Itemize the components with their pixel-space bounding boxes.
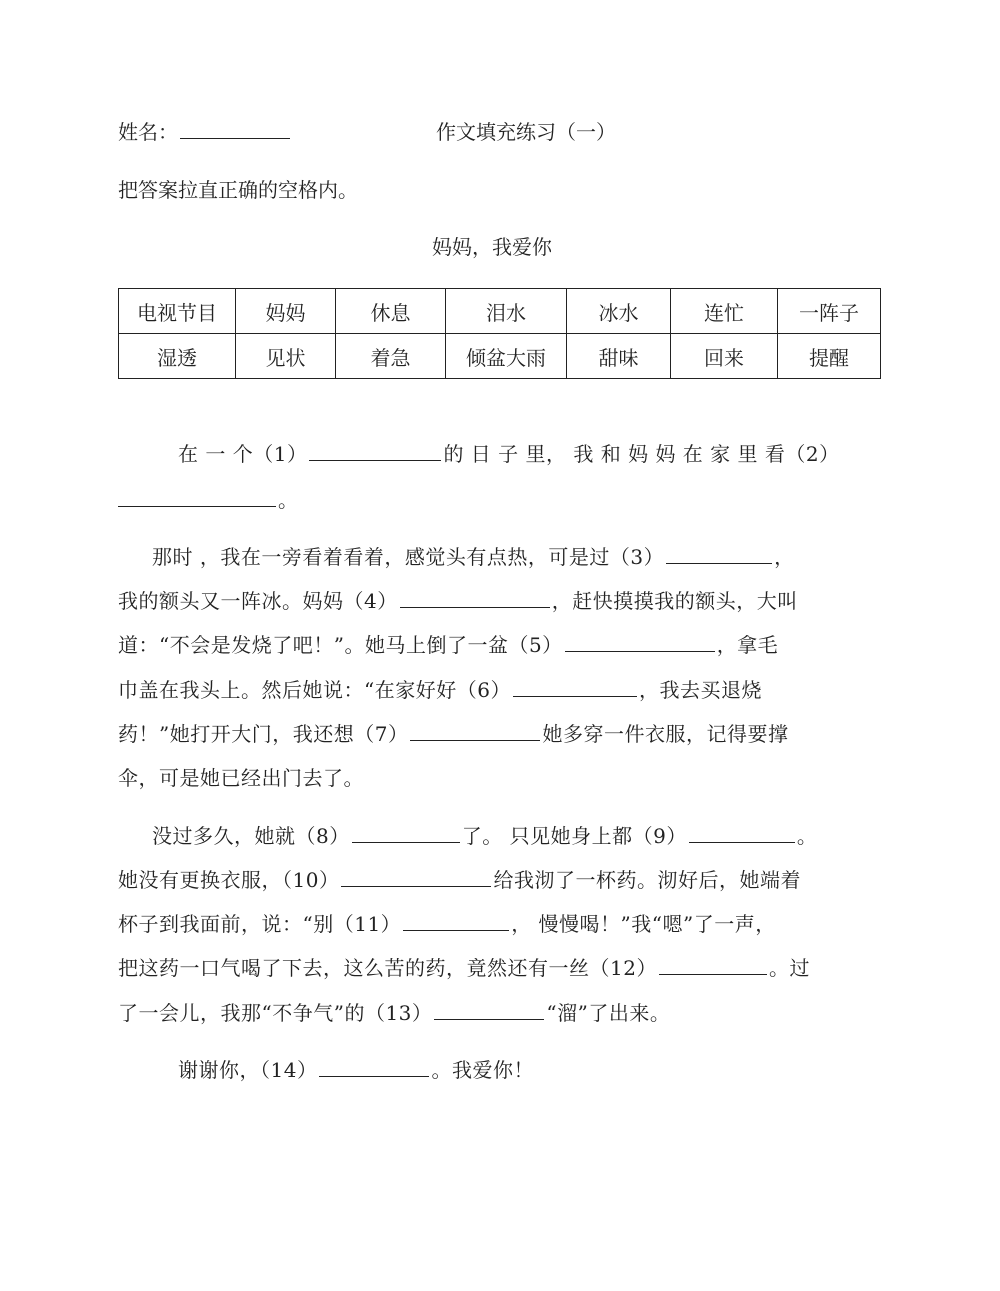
word-chip[interactable]: 电视节目 xyxy=(119,289,236,334)
blank-3[interactable] xyxy=(666,562,772,564)
blank-11[interactable] xyxy=(403,929,509,931)
word-chip[interactable]: 提醒 xyxy=(778,334,881,379)
word-chip[interactable]: 妈妈 xyxy=(236,289,336,334)
word-chip[interactable]: 一阵子 xyxy=(778,289,881,334)
name-line xyxy=(118,122,292,142)
word-chip[interactable]: 见状 xyxy=(236,334,336,379)
blank-7[interactable] xyxy=(410,739,540,741)
paragraph-line xyxy=(118,958,810,978)
paragraph-line xyxy=(118,1003,670,1023)
word-chip[interactable]: 倾盆大雨 xyxy=(446,334,567,379)
text-segment: 没过多久，她就（8） xyxy=(152,824,350,848)
blank-9[interactable] xyxy=(689,841,795,843)
blank-5[interactable] xyxy=(565,650,715,652)
blank-4[interactable] xyxy=(400,606,550,608)
text-segment: ，拿毛 xyxy=(716,633,779,657)
word-chip[interactable]: 甜味 xyxy=(567,334,671,379)
text-segment: ，赶快摸摸我的额头，大叫 xyxy=(551,589,798,613)
text-segment: “溜”了出来。 xyxy=(546,1001,671,1025)
text-segment: 。 xyxy=(278,488,299,512)
paragraph-line xyxy=(118,635,778,655)
text-segment: 了。 只见她身上都（9） xyxy=(461,824,687,848)
word-chip[interactable]: 湿透 xyxy=(119,334,236,379)
paragraph-line xyxy=(118,870,801,890)
name-blank[interactable] xyxy=(180,137,290,139)
text-segment: ，我去买退烧 xyxy=(638,678,762,702)
text-segment: 巾盖在我头上。然后她说：“在家好好（6） xyxy=(118,678,511,702)
blank-10[interactable] xyxy=(341,885,491,887)
word-chip[interactable]: 休息 xyxy=(336,289,446,334)
text-segment: 她没有更换衣服，（10） xyxy=(118,868,340,892)
blank-1[interactable] xyxy=(309,459,441,461)
text-segment: 。我爱你！ xyxy=(431,1058,534,1082)
paragraph-line xyxy=(118,914,776,934)
text-segment: ， 慢慢喝！”我“嗯”了一声， xyxy=(511,912,776,936)
text-segment: 药！”她打开大门，我还想（7） xyxy=(118,722,409,746)
page-title: 作文填充练习（一） xyxy=(436,120,616,144)
word-bank-table xyxy=(118,288,881,379)
text-segment: 谢谢你，（14） xyxy=(178,1058,318,1082)
word-chip[interactable]: 泪水 xyxy=(446,289,567,334)
instruction: 把答案拉直正确的空格内。 xyxy=(118,178,358,202)
blank-6[interactable] xyxy=(513,695,637,697)
blank-13[interactable] xyxy=(434,1018,544,1020)
text-segment: 在 一 个（1） xyxy=(178,442,308,466)
word-chip[interactable]: 连忙 xyxy=(671,289,778,334)
text-segment: 道：“不会是发烧了吧！”。她马上倒了一盆（5） xyxy=(118,633,563,657)
text-segment: 的 日 子 里， 我 和 妈 妈 在 家 里 看（2） xyxy=(443,442,840,466)
text-segment: ， xyxy=(774,545,795,569)
paragraph-line xyxy=(178,444,840,464)
text-segment: 杯子到我面前，说：“别（11） xyxy=(118,912,402,936)
word-chip[interactable]: 回来 xyxy=(671,334,778,379)
paragraph-line xyxy=(152,826,817,846)
word-chip[interactable]: 冰水 xyxy=(567,289,671,334)
text-segment: 给我沏了一杯药。沏好后，她端着 xyxy=(493,868,801,892)
paragraph-line xyxy=(118,724,788,744)
text-segment: 她多穿一件衣服，记得要撑 xyxy=(542,722,789,746)
essay-title: 妈妈，我爱你 xyxy=(432,235,552,259)
paragraph-line xyxy=(178,1060,534,1080)
paragraph-line xyxy=(118,490,299,510)
text-segment: 那时 ，我在一旁看着看着，感觉头有点热，可是过（3） xyxy=(152,545,665,569)
text-segment: 了一会儿，我那“不争气”的（13） xyxy=(118,1001,433,1025)
text-segment: 。过 xyxy=(768,956,810,980)
paragraph-line xyxy=(118,680,762,700)
name-label: 姓名： xyxy=(118,120,178,144)
blank-8[interactable] xyxy=(352,841,460,843)
word-bank-row xyxy=(119,334,881,379)
paragraph-line: 伞，可是她已经出门去了。 xyxy=(118,766,364,790)
word-bank-row xyxy=(119,289,881,334)
blank-2[interactable] xyxy=(118,505,276,507)
paragraph-line xyxy=(118,591,798,611)
word-chip[interactable]: 着急 xyxy=(336,334,446,379)
blank-14[interactable] xyxy=(319,1075,429,1077)
text-segment: 我的额头又一阵冰。妈妈（4） xyxy=(118,589,398,613)
text-segment: 。 xyxy=(796,824,818,848)
blank-12[interactable] xyxy=(659,973,767,975)
text-segment: 把这药一口气喝了下去，这么苦的药，竟然还有一丝（12） xyxy=(118,956,657,980)
paragraph-line xyxy=(152,547,795,567)
